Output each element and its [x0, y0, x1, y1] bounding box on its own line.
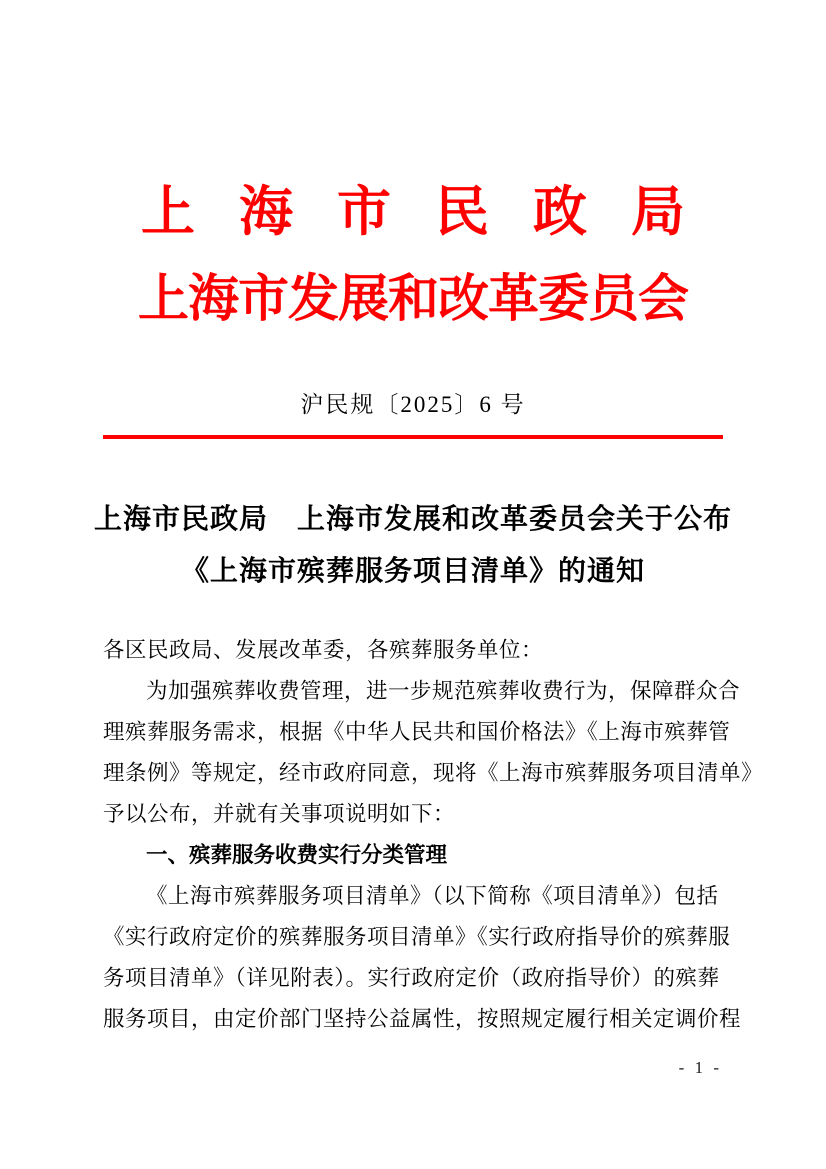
document-number: 沪民规〔2025〕6 号: [300, 392, 526, 417]
body-line: 理条例》等规定，经市政府同意，现将《上海市殡葬服务项目清单》: [103, 761, 764, 785]
body-line: 《实行政府定价的殡葬服务项目清单》《实行政府指导价的殡葬服: [103, 925, 731, 949]
red-divider-line: [103, 435, 723, 439]
body-line: 予以公布，并就有关事项说明如下：: [103, 802, 456, 826]
document-body: [103, 630, 764, 1040]
issuing-org-primary: 上海市民政局: [141, 182, 729, 242]
notice-title-line1: 上海市民政局 上海市发展和改革委员会关于公布: [93, 504, 732, 535]
notice-title-line2: 《上海市殡葬服务项目清单》的通知: [180, 556, 645, 587]
salutation-line: 各区民政局、发展改革委，各殡葬服务单位：: [103, 638, 544, 662]
body-line: 理殡葬服务需求，根据《中华人民共和国价格法》《上海市殡葬管: [103, 720, 731, 744]
section-heading-1: 一、殡葬服务收费实行分类管理: [146, 843, 448, 867]
body-line: 《上海市殡葬服务项目清单》（以下简称《项目清单》）包括: [146, 884, 719, 908]
body-line: 务项目清单》（详见附表）。实行政府定价（政府指导价）的殡葬: [103, 966, 720, 990]
body-line: 为加强殡葬收费管理，进一步规范殡葬收费行为，保障群众合: [146, 679, 741, 703]
page-number: - 1 -: [678, 1058, 722, 1077]
issuing-org-secondary: 上海市发展和改革委员会: [137, 272, 688, 328]
body-line: 服务项目，由定价部门坚持公益属性，按照规定履行相关定调价程: [103, 1007, 742, 1031]
notice-title: [0, 494, 826, 598]
